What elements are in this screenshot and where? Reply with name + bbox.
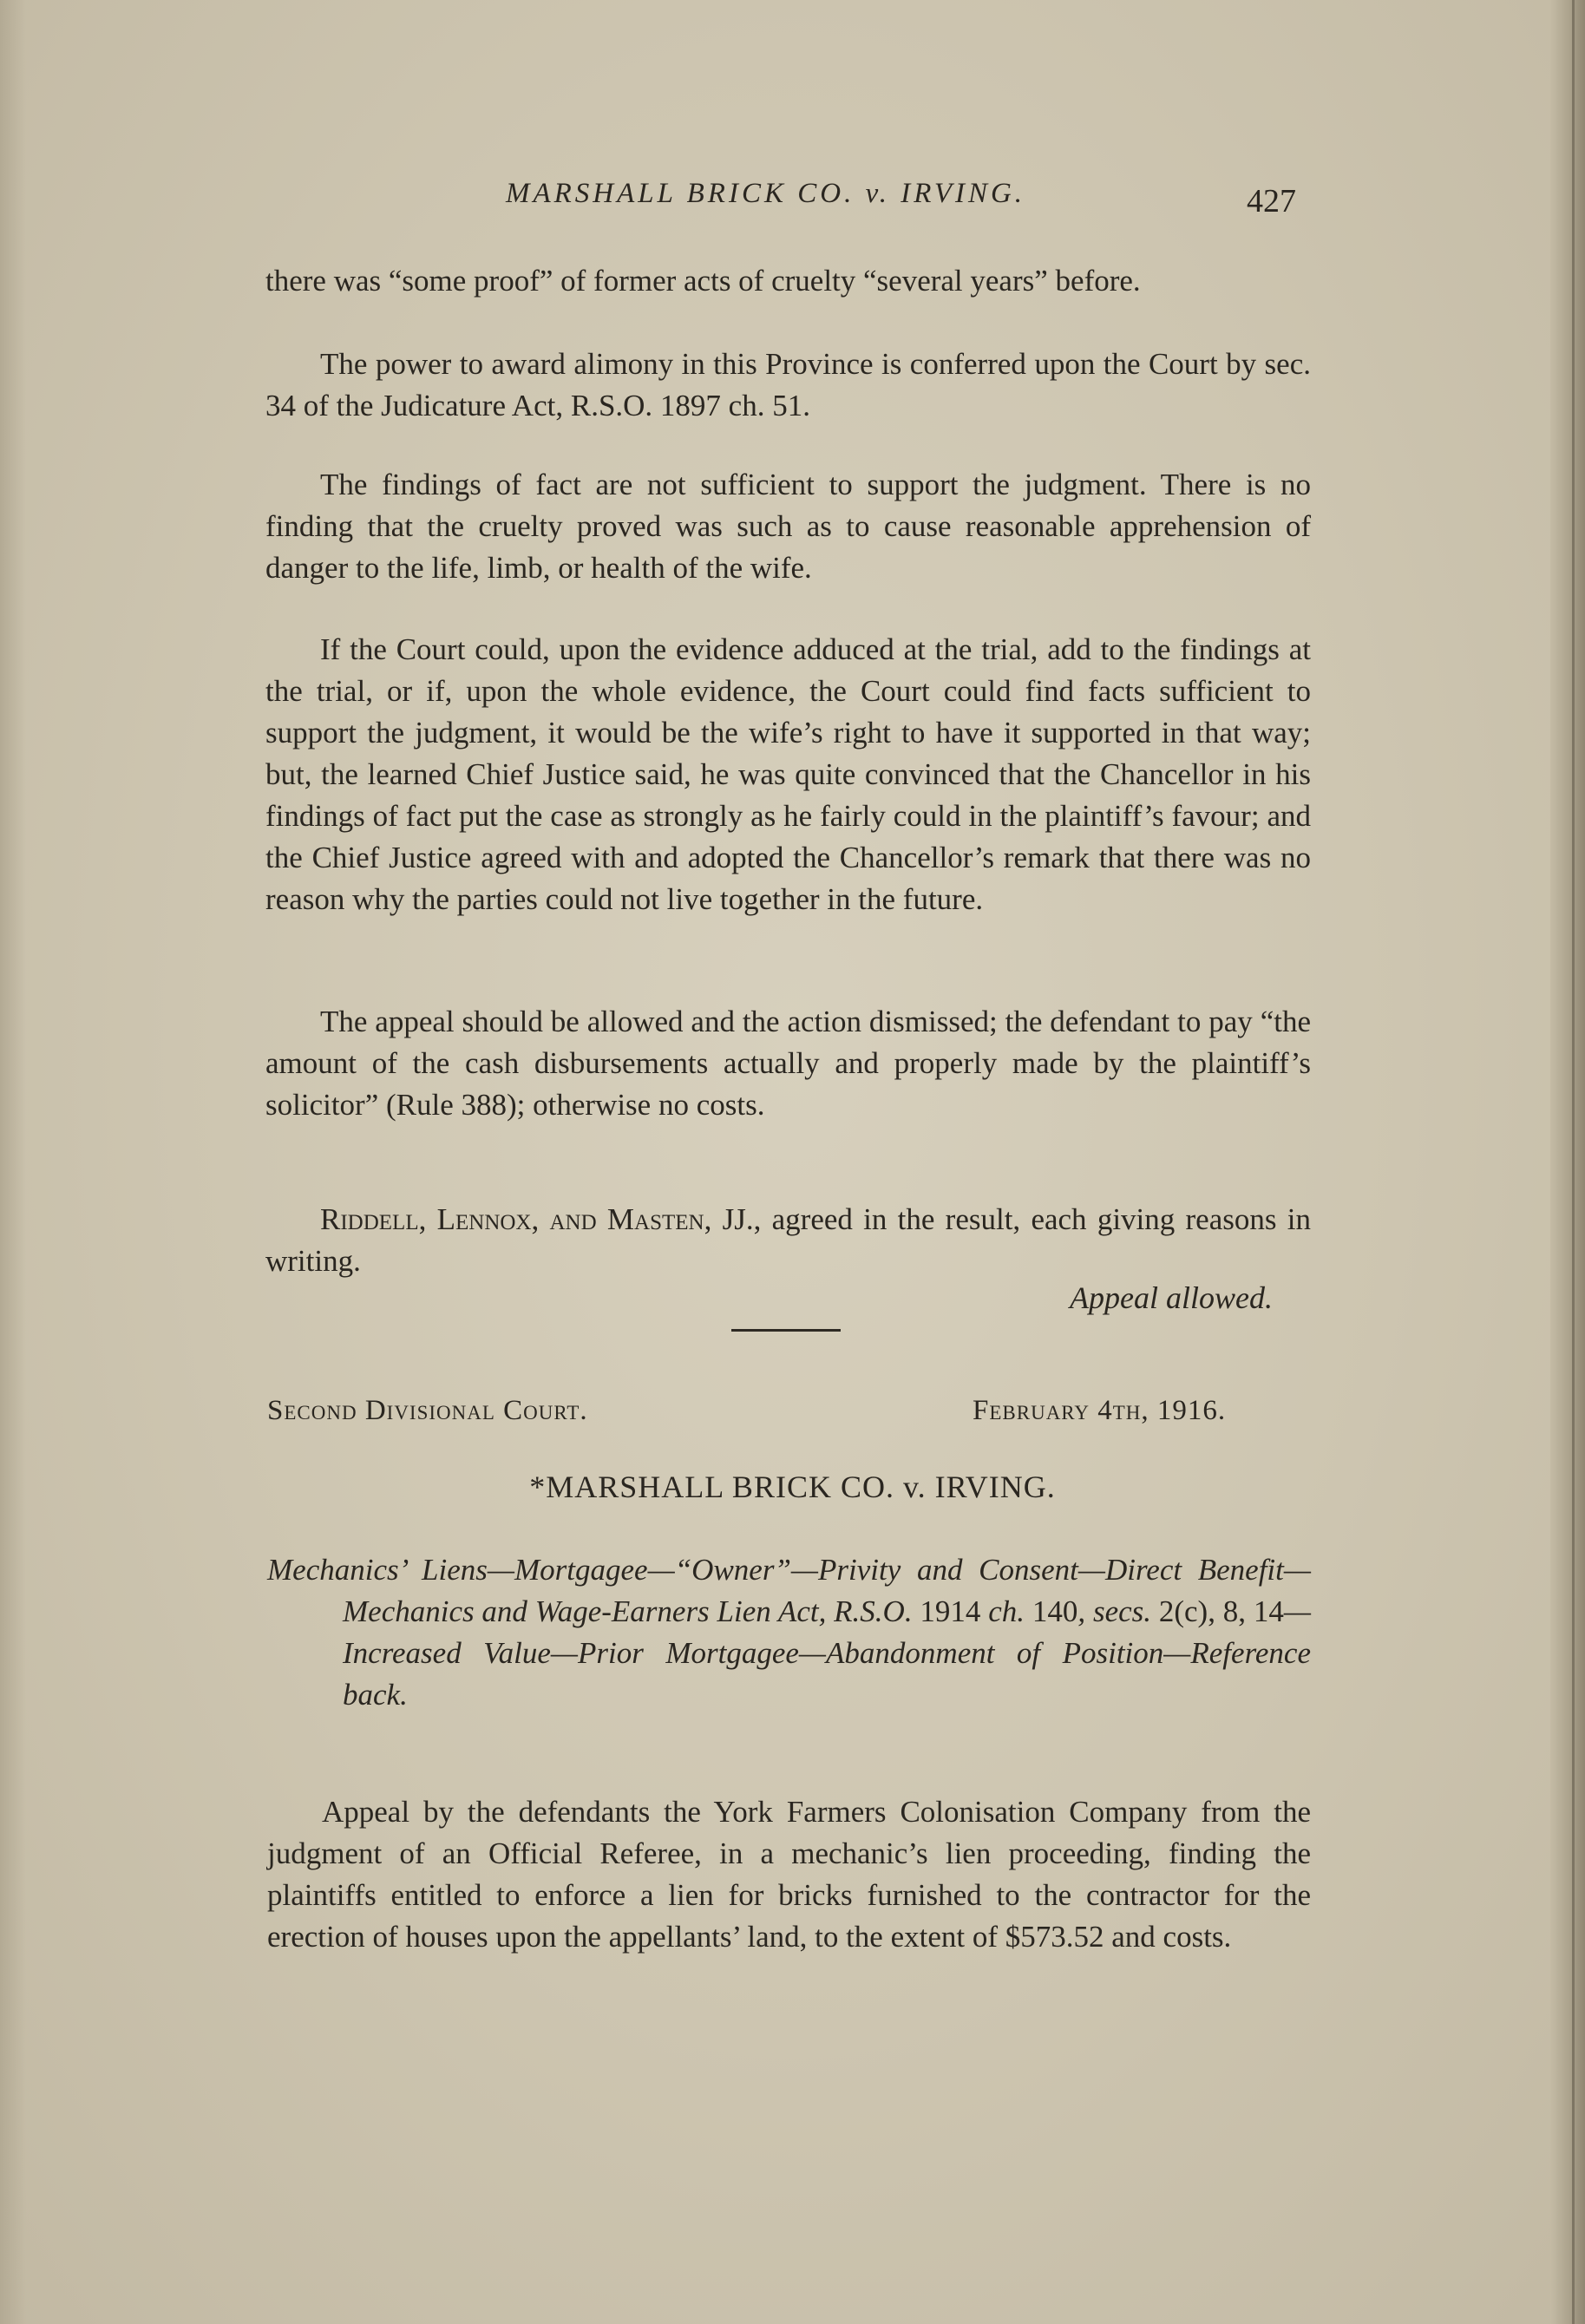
- headnote-part: —Increased Value—Prior Mortgagee—Abandonment of Position—Reference back.: [343, 1594, 1311, 1712]
- headnote: [267, 1549, 1311, 1716]
- case-title: *MARSHALL BRICK CO. v. IRVING.: [529, 1470, 1056, 1504]
- paragraph-continuation: there was “some proof” of former acts of cruelty “several years” before.: [265, 264, 1141, 298]
- headnote-year: 1914: [920, 1594, 981, 1628]
- section-divider: [731, 1329, 841, 1332]
- headnote-part: ch.: [980, 1594, 1032, 1628]
- running-head: MARSHALL BRICK CO. v. IRVING.: [506, 178, 1026, 209]
- paragraph-appeal-allowed: The appeal should be allowed and the action dismissed; the defendant to pay “the amount of the cash disbursements actually and properly made by the plaintiff’s solicitor” (Rule 388); otherwise no costs.: [265, 1005, 1311, 1122]
- headnote-part: , secs.: [1077, 1594, 1159, 1628]
- headnote-sections: 2(c), 8, 14: [1158, 1594, 1284, 1628]
- headnote-part: Mechanics’ Liens—Mortgagee—“Owner”—Privity and Consent—Direct Benefit—Mechanics and Wage-Earners Lien Act, R.S.O.: [267, 1553, 1311, 1628]
- page-edge: [1550, 0, 1585, 2324]
- disposition: Appeal allowed.: [1070, 1280, 1273, 1315]
- court-name: Second Divisional Court.: [267, 1395, 588, 1426]
- page-edge-line: [1572, 0, 1575, 2324]
- page-gutter-shadow: [0, 0, 26, 2324]
- paragraph-appeal-opening: Appeal by the defendants the York Farmers Colonisation Company from the judgment of an Official Referee, in a mechanic’s lien proceeding, finding the plaintiffs entitled to enforce a lien for bricks furnished to the contractor for the erection of houses upon the appellants’ land, to the extent of $573.52 and costs.: [267, 1795, 1311, 1954]
- page-number: 427: [1247, 183, 1296, 219]
- decision-date: February 4th, 1916.: [973, 1395, 1227, 1426]
- paragraph-findings-insufficient: The findings of fact are not sufficient to support the judgment. There is no finding that the cruelty proved was such as to cause reasonable apprehension of danger to the life, limb, or health of the wife.: [265, 468, 1311, 585]
- paragraph-court-findings: If the Court could, upon the evidence adduced at the trial, add to the findings at the trial, or if, upon the whole evidence, the Court could find facts sufficient to support the judgment, it would be the wife’s right to have it supported in that way; but, the learned Chief Justice said, he was quite convinced that the Chancellor in his findings of fact put the case as strongly as he fairly could in the plaintiff’s favour; and the Chief Justice agreed with and adopted the Chancellor’s remark that there was no reason why the parties could not live together in the future.: [265, 632, 1311, 916]
- concurring-judges: Riddell, Lennox, and Masten, JJ.: [320, 1202, 754, 1236]
- paragraph-concurrence: [265, 1199, 1311, 1282]
- concurrence-text: , agreed in the result, each giving reasons in writing.: [265, 1202, 1311, 1278]
- paragraph-alimony-power: The power to award alimony in this Province is conferred upon the Court by sec. 34 of the Judicature Act, R.S.O. 1897 ch. 51.: [265, 347, 1311, 422]
- headnote-chapter: 140: [1032, 1594, 1078, 1628]
